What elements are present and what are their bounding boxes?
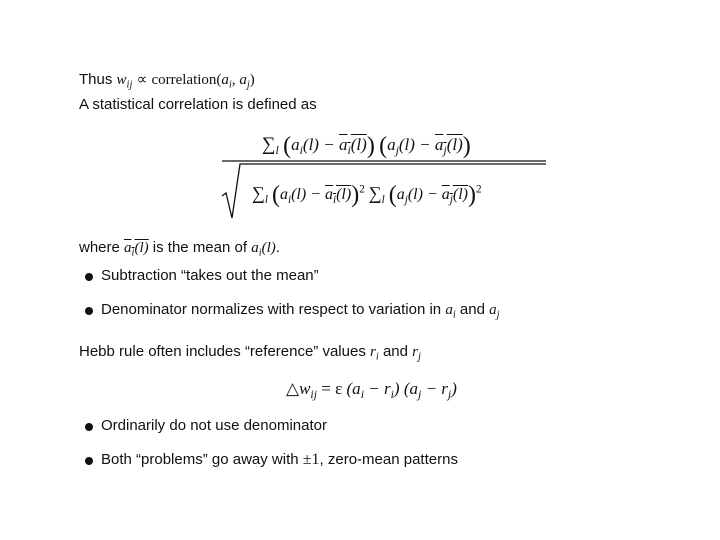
thus-line: Thus $w_{ij}$ ∝ $correlation(a_i$, $a_j$) bbox=[79, 71, 255, 91]
bullet-dot bbox=[85, 273, 93, 281]
hebb-line: Hebb rule often includes “reference” values $r_i$ and $r_j$ bbox=[79, 343, 421, 363]
bullet-dot bbox=[85, 457, 93, 465]
numerator: $\sum_l$ $(a_i(l) - a_i(l)) (a_j(l) - a_j(l))$ bbox=[262, 133, 471, 159]
sqrt-sign bbox=[222, 164, 546, 218]
w-ij-symbol: $w_{ij}$ bbox=[116, 72, 133, 91]
where-line: where $a_i(l)$ is the mean of $a_i(l)$. bbox=[79, 239, 280, 259]
intro-line: A statistical correlation is defined as bbox=[79, 96, 317, 113]
bullet-subtraction: Subtraction “takes out the mean” bbox=[101, 267, 319, 284]
bullet-dot bbox=[85, 423, 93, 431]
bullet-denominator: Denominator normalizes with respect to variation in $a_i$ and $a_j$ bbox=[101, 301, 500, 321]
hebb-formula: $\triangle w_{ij} = \varepsilon$ $(a_i - r_i) (a_j - r_j)$ bbox=[286, 379, 457, 402]
bullet-dot bbox=[85, 307, 93, 315]
denominator: $\sum_l$ $(a_i(l) - a_i(l))^2$ $\sum_l$ $(a_j(l) - a_j(l))^2$ bbox=[252, 182, 482, 208]
bullet-no-denominator: Ordinarily do not use denominator bbox=[101, 417, 327, 434]
bullet-problems: Both “problems” go away with ±1, zero-mean patterns bbox=[101, 451, 458, 468]
